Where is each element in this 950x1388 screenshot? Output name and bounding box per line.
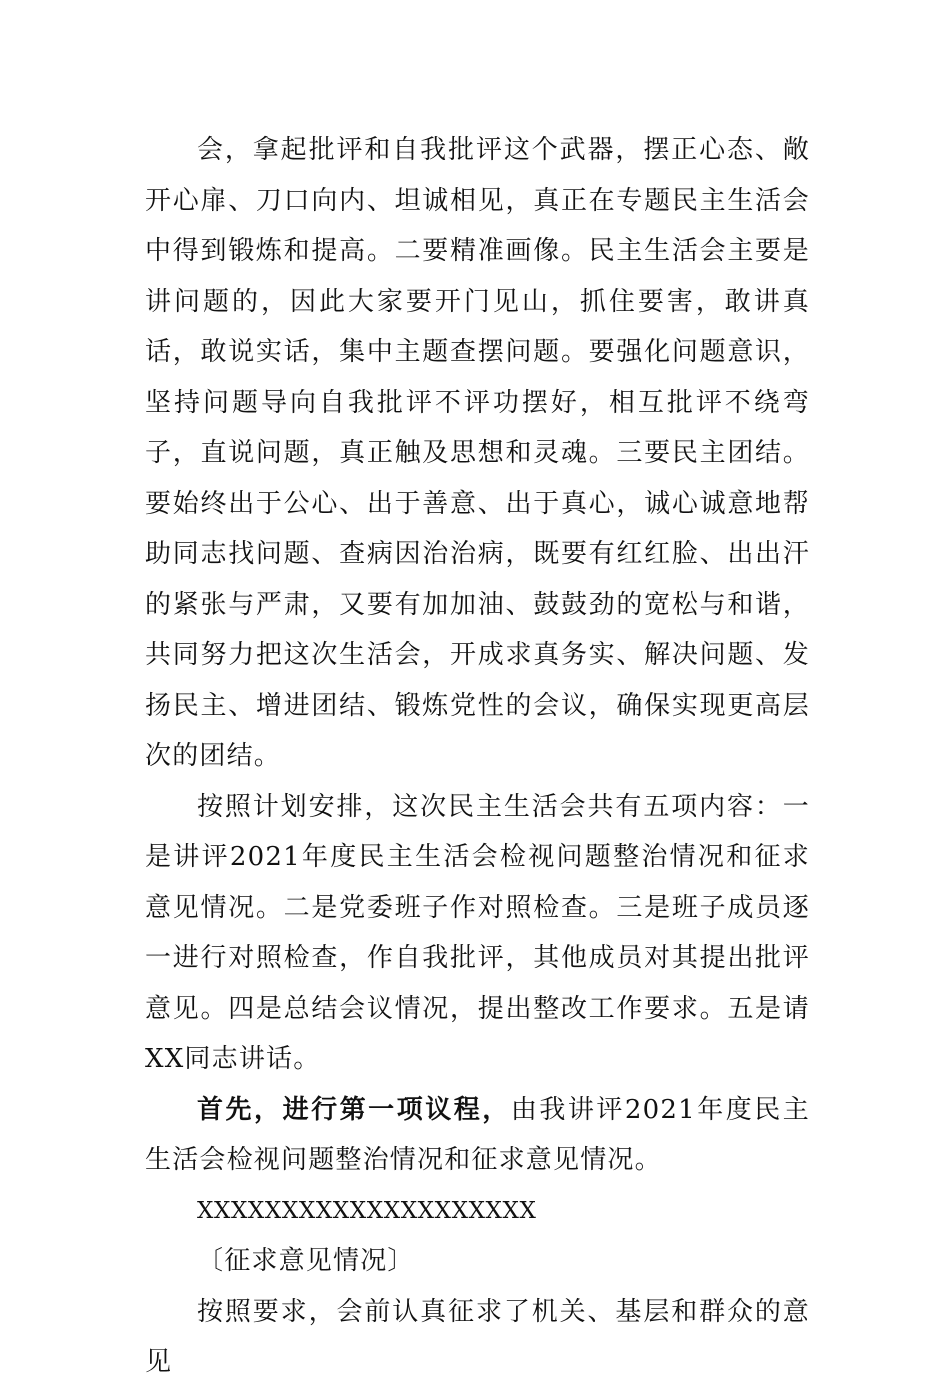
paragraph-4: 按照要求，会前认真征求了机关、基层和群众的意见 <box>145 1296 810 1377</box>
paragraph-3-bold-lead: 首先，进行第一项议程， <box>197 1094 511 1125</box>
document-body <box>145 125 810 1388</box>
paragraph-3 <box>145 1085 810 1186</box>
paragraph-2: 按照计划安排，这次民主生活会共有五项内容：一是讲评2021年度民主生活会检视问题整治情况和征求意见情况。二是党委班子作对照检查。三是班子成员逐一进行对照检查，作自我批评，其他成员对其提出批评意见。四是总结会议情况，提出整改工作要求。五是请XX同志讲话。 <box>145 791 810 1074</box>
section-heading: 〔征求意见情况〕 <box>197 1246 415 1276</box>
paragraph-1: 会，拿起批评和自我批评这个武器，摆正心态、敞开心扉、刀口向内、坦诚相见，真正在专题民主生活会中得到锻炼和提高。二要精准画像。民主生活会主要是讲问题的，因此大家要开门见山，抓住要害，敢讲真话，敢说实话，集中主题查摆问题。要强化问题意识，坚持问题导向自我批评不评功摆好，相互批评不绕弯子，直说问题，真正触及思想和灵魂。三要民主团结。要始终出于公心、出于善意、出于真心，诚心诚意地帮助同志找问题、查病因治治病，既要有红红脸、出出汗的紧张与严肃，又要有加加油、鼓鼓劲的宽松与和谐，共同努力把这次生活会，开成求真务实、解决问题、发扬民主、增进团结、锻炼党性的会议，确保实现更高层次的团结。 <box>145 135 810 771</box>
placeholder-line: XXXXXXXXXXXXXXXXXXXX <box>197 1197 537 1224</box>
paragraph-3-text: 由我讲评2021年度民主生活会检视问题整治情况和征求意见情况。 <box>145 1094 810 1175</box>
